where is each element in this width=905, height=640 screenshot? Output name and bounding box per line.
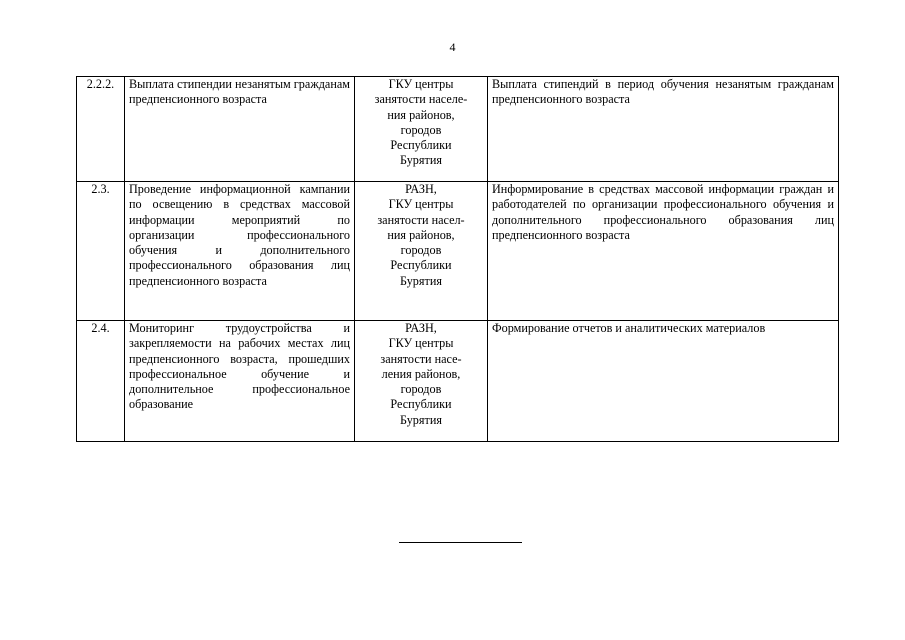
row-number: 2.2.2. <box>77 77 125 182</box>
table-row <box>77 182 839 321</box>
executor-line: ГКУ центры <box>388 77 454 91</box>
row-number: 2.3. <box>77 182 125 321</box>
expected-result: Выплата стипендий в период обучения незанятым гражданам предпенсионного возраста <box>488 77 839 182</box>
measure-name: Проведение информационной кампании по освещению в средствах массовой информации мероприятий по организации профессионального обучения и дополнительного профессионального образования лиц предпенсионного возраста <box>125 182 355 321</box>
executor-cell <box>355 77 488 182</box>
footer-rule <box>399 542 522 543</box>
expected-result: Информирование в средствах массовой информации граждан и работодателей по организации профессионального обучения и дополнительного профессионального образования лиц предпенсионного возраста <box>488 182 839 321</box>
executor-line: ГКУ центры <box>388 336 454 351</box>
executor-line: городов <box>400 382 442 397</box>
executor-line: Республики <box>390 258 452 273</box>
executor-line: РАЗН, <box>405 182 437 196</box>
executor-line: Республики <box>390 397 452 412</box>
executor-cell <box>355 182 488 321</box>
executor-line: занятости населе- <box>374 92 468 107</box>
executor-line: ния районов, <box>387 227 455 242</box>
measures-table <box>76 76 839 442</box>
row-number: 2.4. <box>77 321 125 442</box>
executor-cell <box>355 321 488 442</box>
executor-line: ния районов, <box>387 107 455 122</box>
executor-line: городов <box>400 122 442 137</box>
executor-line: городов <box>400 243 442 258</box>
executor-line: занятости насе- <box>380 351 462 366</box>
executor-line: Бурятия <box>400 412 442 427</box>
executor-line: Бурятия <box>400 273 442 288</box>
executor-line: ГКУ центры <box>388 197 454 212</box>
page-number: 4 <box>449 40 456 54</box>
expected-result: Формирование отчетов и аналитических материалов <box>488 321 839 442</box>
executor-line: ления районов, <box>381 366 461 381</box>
executor-line: Республики <box>390 138 452 153</box>
executor-line: Бурятия <box>400 153 442 168</box>
table-row <box>77 321 839 442</box>
executor-line: РАЗН, <box>405 321 437 335</box>
measure-name: Выплата стипендии незанятым гражданам предпенсионного возраста <box>125 77 355 182</box>
table-row <box>77 77 839 182</box>
executor-line: занятости насел- <box>377 212 465 227</box>
measure-name: Мониторинг трудоустройства и закрепляемости на рабочих местах лиц предпенсионного возраста, прошедших профессиональное обучение и дополнительное профессиональное образование <box>125 321 355 442</box>
